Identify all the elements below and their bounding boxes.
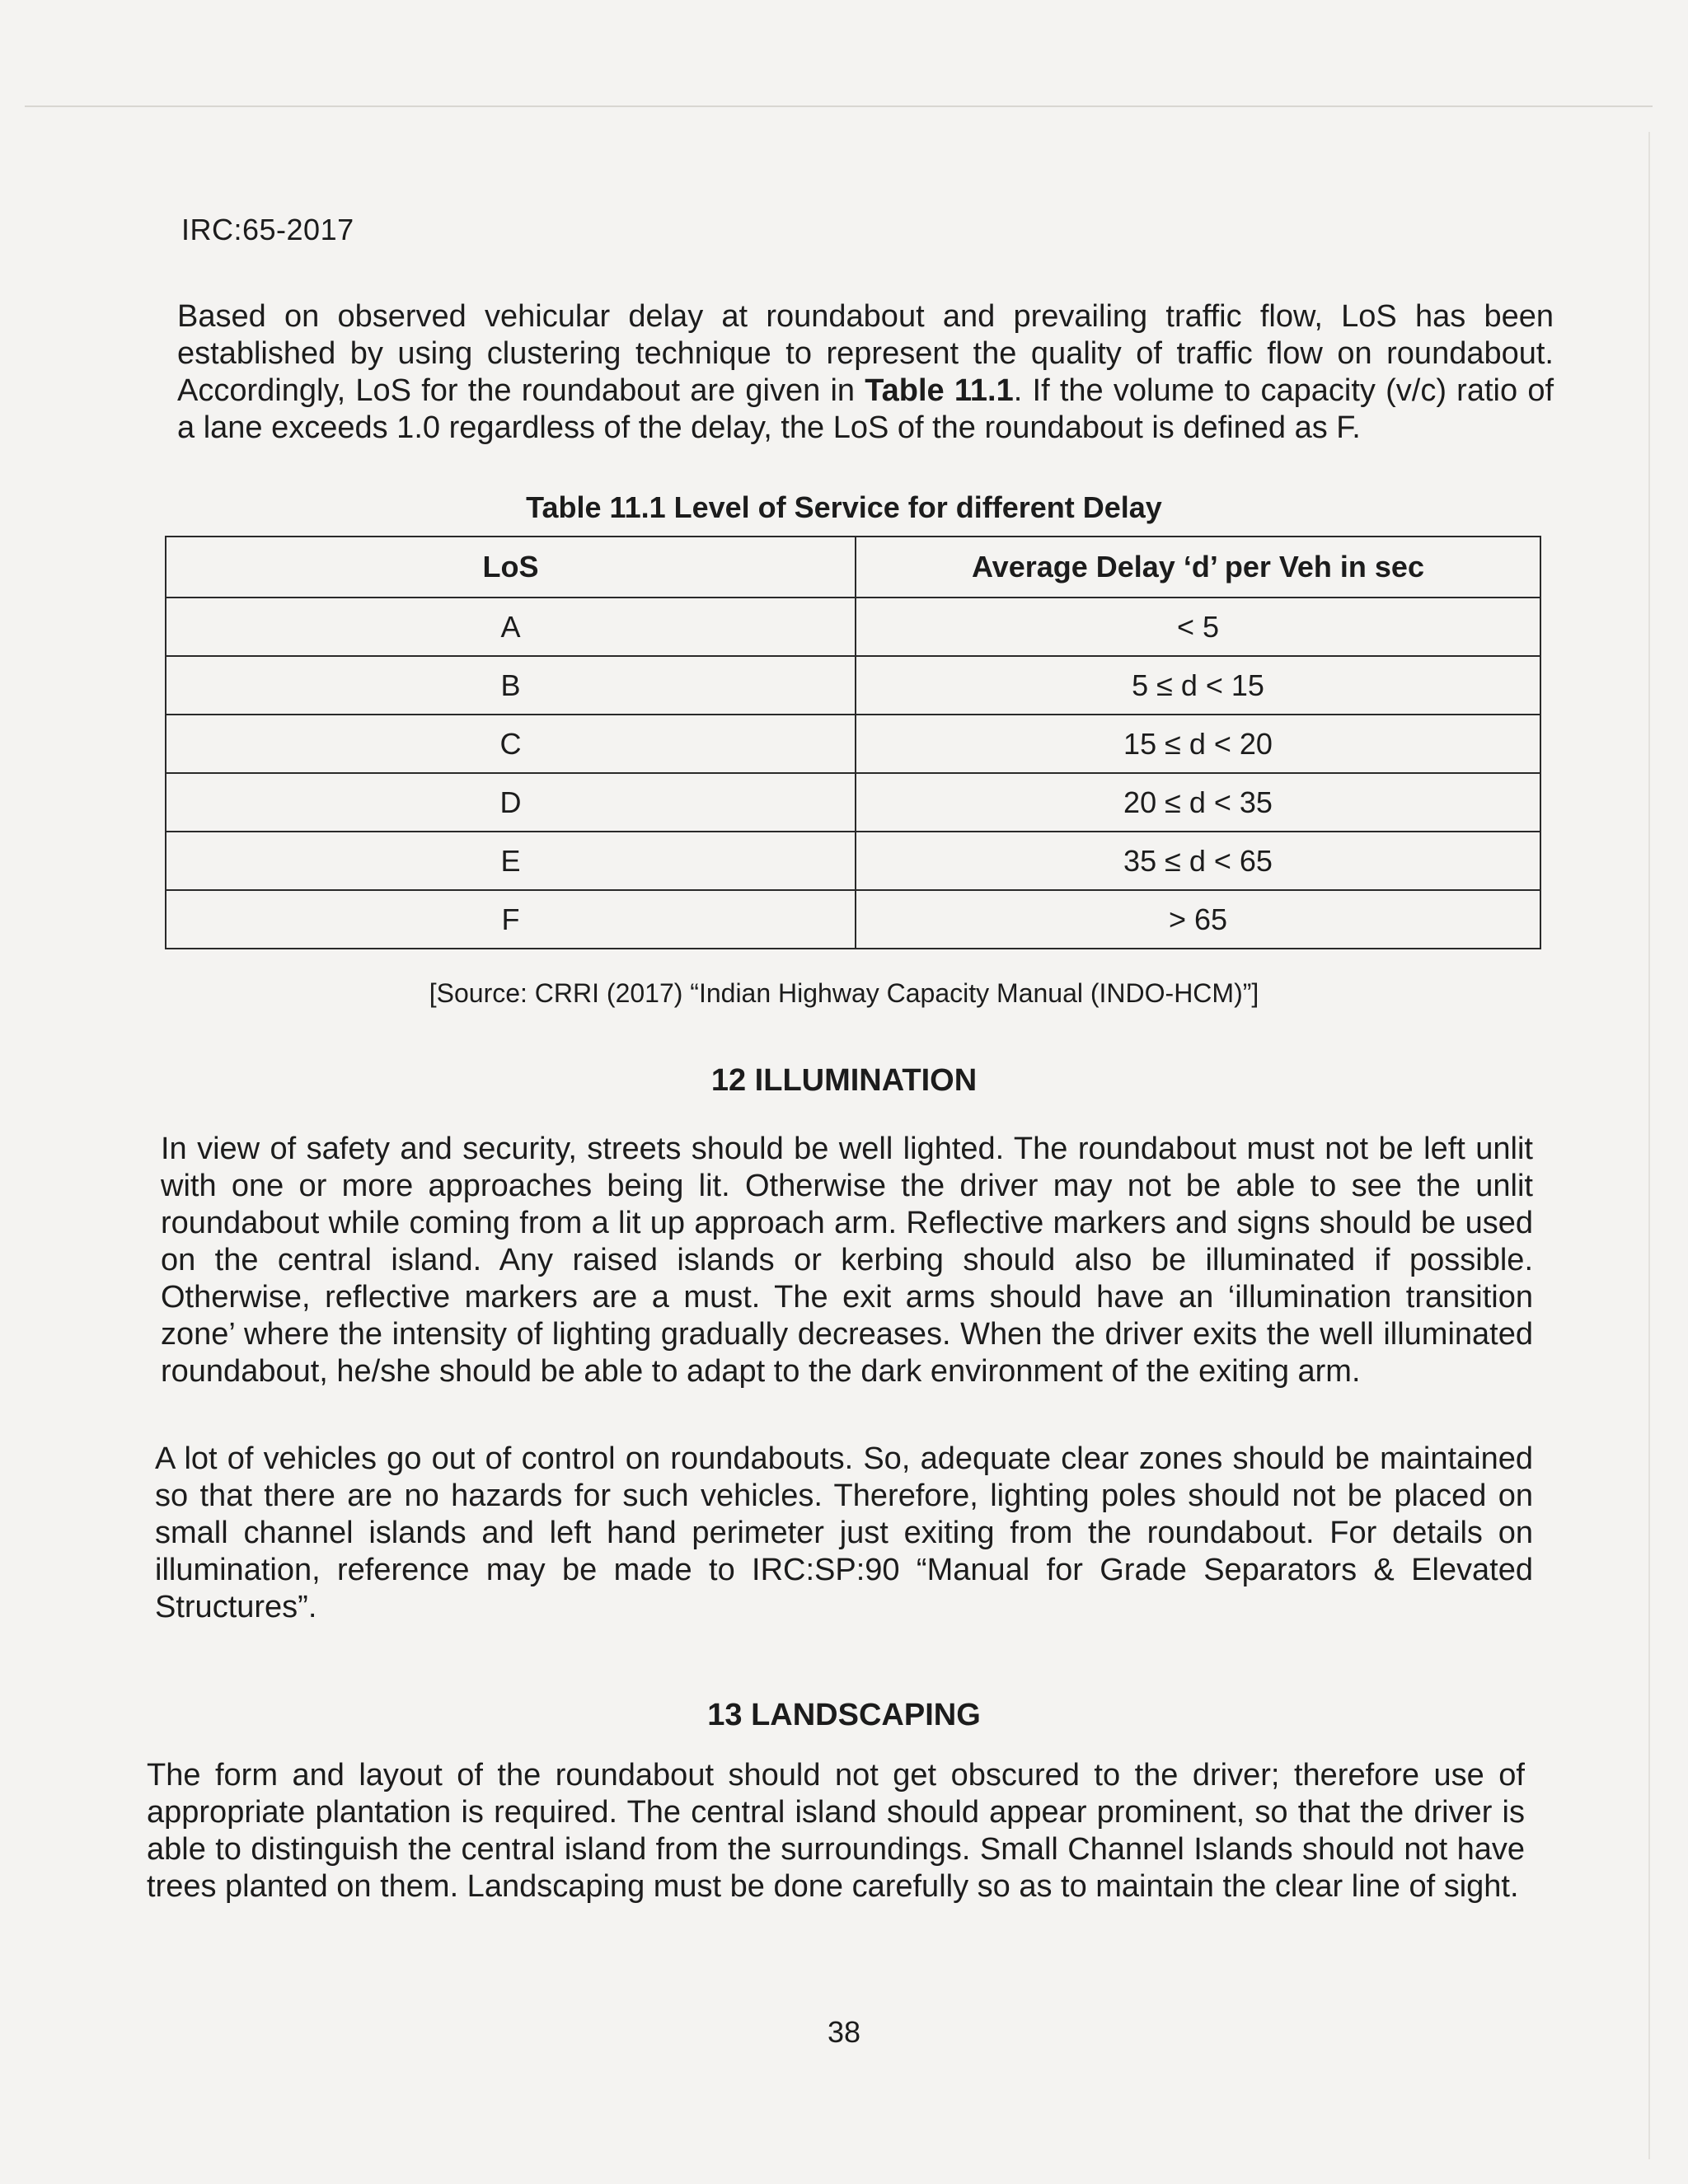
illumination-paragraph-1: In view of safety and security, streets should be well lighted. The roundabout must not be left unlit with one or more approaches being lit. Otherwise the driver may not be able to see the unlit roundabout while coming from a lit up approach arm. Reflective markers and signs should be used on the central island. Any raised islands or kerbing should also be illuminated if possible. Otherwise, reflective markers are a must. The exit arms should have an ‘illumination transition zone’ where the intensity of lighting gradually decreases. When the driver exits the well illuminated roundabout, he/she should be able to adapt to the dark environment of the exiting arm. bbox=[161, 1132, 1533, 1389]
intro-text-1: Based on observed vehicular delay at roundabout and prevailing traffic flow, LoS has been established by using clustering technique to represent the quality of traffic flow on roundabout. Accordingly, LoS for the roundabout are given in bbox=[177, 299, 1554, 408]
header-los: LoS bbox=[166, 537, 856, 598]
header-average-delay: Average Delay ‘d’ per Veh in sec bbox=[856, 537, 1540, 598]
intro-text-2: . If the volume to capacity (v/c) ratio of a lane exceeds 1.0 regardless of the delay, the LoS of the roundabout is defined as F. bbox=[177, 373, 1554, 445]
los-cell: E bbox=[166, 832, 856, 890]
table-row bbox=[166, 773, 1540, 832]
illumination-paragraph-2: A lot of vehicles go out of control on roundabouts. So, adequate clear zones should be maintained so that there are no hazards for such vehicles. Therefore, lighting poles should not be placed on small channel islands and left hand perimeter just exiting from the roundabout. For details on illumination, reference may be made to IRC:SP:90 “Manual for Grade Separators & Elevated Structures”. bbox=[155, 1441, 1533, 1624]
delay-cell: 15 ≤ d < 20 bbox=[856, 715, 1540, 773]
delay-cell: 5 ≤ d < 15 bbox=[856, 656, 1540, 715]
los-cell: B bbox=[166, 656, 856, 715]
section-heading-landscaping: 13 LANDSCAPING bbox=[707, 1698, 981, 1732]
page-edge-line bbox=[25, 105, 1653, 107]
landscaping-paragraph: The form and layout of the roundabout should not get obscured to the driver; therefore use of appropriate plantation is required. The central island should appear prominent, so that the driver is able to distinguish the central island from the surroundings. Small Channel Islands should not have trees planted on them. Landscaping must be done carefully so as to maintain the clear line of sight. bbox=[147, 1758, 1525, 1904]
table-row bbox=[166, 715, 1540, 773]
document-code: IRC:65-2017 bbox=[181, 213, 354, 246]
los-cell: D bbox=[166, 773, 856, 832]
los-table bbox=[165, 536, 1541, 949]
page-edge-line-right bbox=[1648, 132, 1650, 2159]
table-row bbox=[166, 598, 1540, 656]
table-caption: Table 11.1 Level of Service for different Delay bbox=[526, 490, 1162, 524]
section-heading-illumination: 12 ILLUMINATION bbox=[710, 1063, 978, 1098]
page-number: 38 bbox=[827, 2015, 861, 2049]
delay-cell: 35 ≤ d < 65 bbox=[856, 832, 1540, 890]
table-reference: Table 11.1 bbox=[865, 373, 1014, 408]
delay-cell: > 65 bbox=[856, 890, 1540, 949]
los-cell: F bbox=[166, 890, 856, 949]
table-header-row bbox=[166, 537, 1540, 598]
table-row bbox=[166, 656, 1540, 715]
delay-cell: 20 ≤ d < 35 bbox=[856, 773, 1540, 832]
los-cell: C bbox=[166, 715, 856, 773]
table-row bbox=[166, 832, 1540, 890]
table-source: [Source: CRRI (2017) “Indian Highway Capacity Manual (INDO-HCM)”] bbox=[429, 978, 1259, 1008]
table-row bbox=[166, 890, 1540, 949]
intro-paragraph bbox=[177, 298, 1554, 447]
los-cell: A bbox=[166, 598, 856, 656]
delay-cell: < 5 bbox=[856, 598, 1540, 656]
